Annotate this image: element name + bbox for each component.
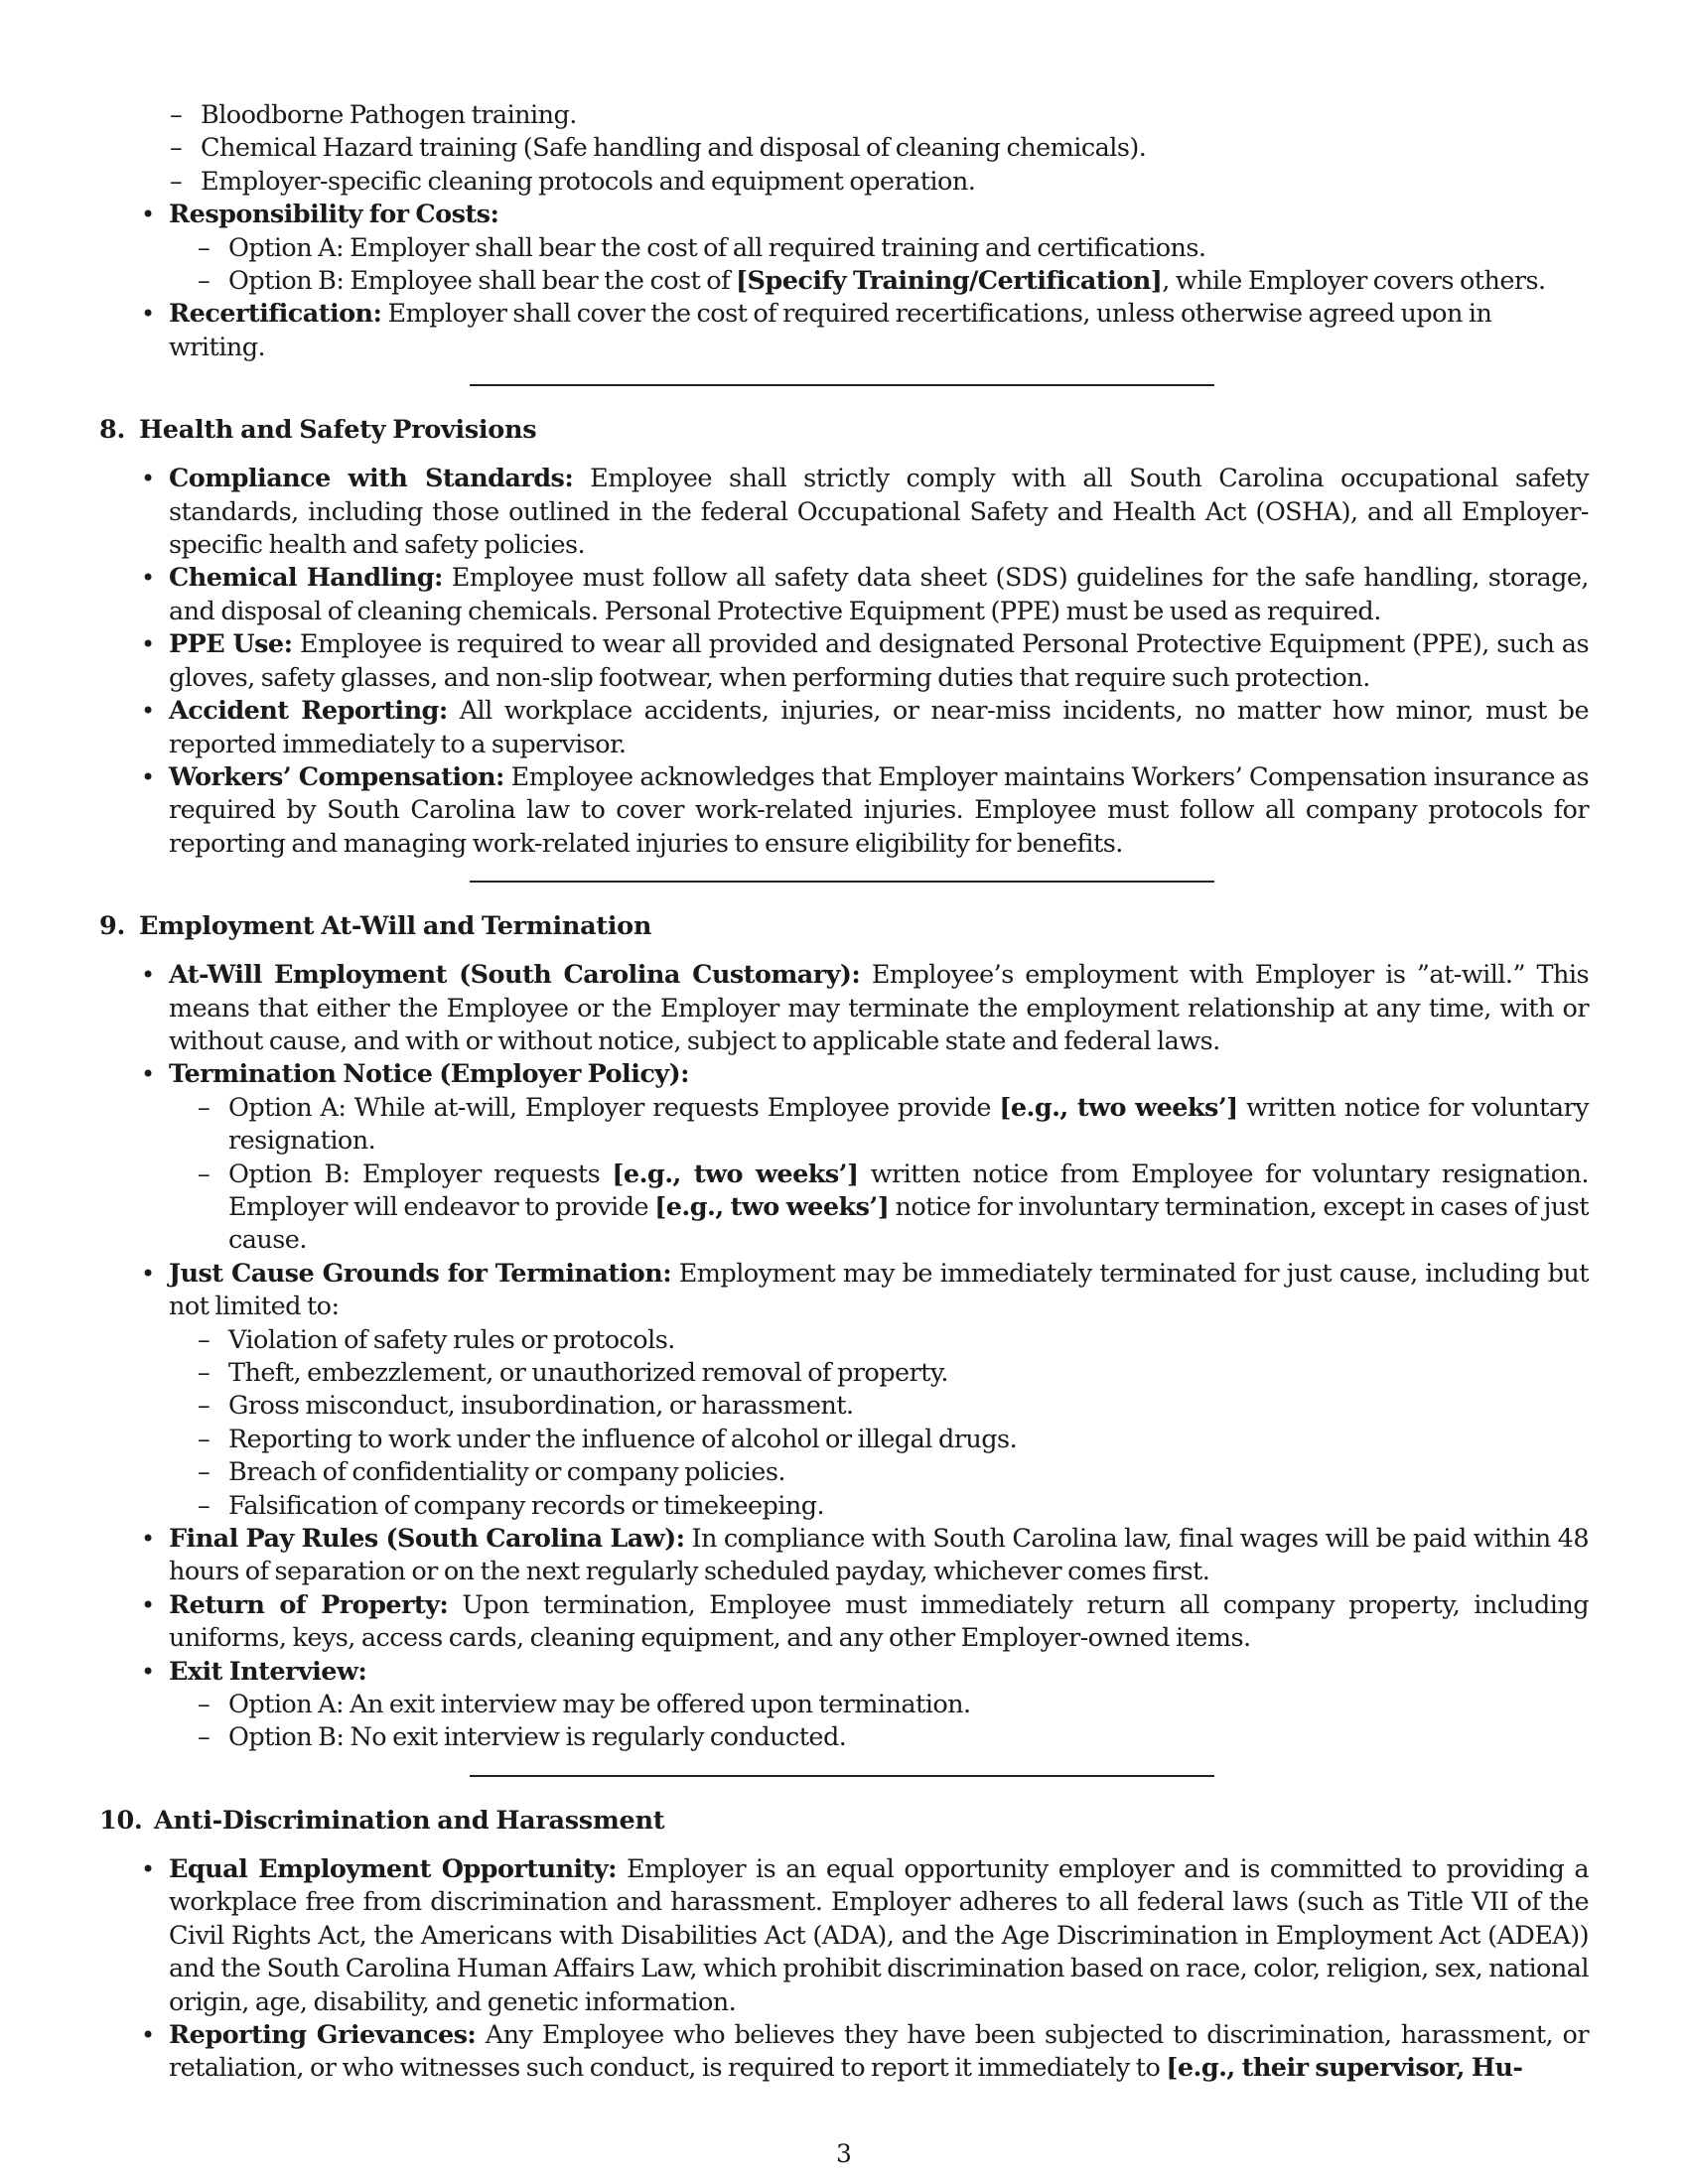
list-item-costs: • Responsibility for Costs: – Option A: Employer shall bear the cost of all required training and certifications. – Option B: Employee shall bear the cost of [Specify Training/Certification], while Employer covers others.	[169, 199, 1589, 298]
list-item: – Option B: Employer requests [e.g., two weeks’] written notice from Employee for voluntary resignation. Employer will endeavor to provide [e.g., two weeks’] notice for involuntary termination, except in cases of just cause.	[198, 1159, 1589, 1256]
dash-marker: –	[198, 1722, 211, 1753]
dash-marker: –	[198, 1324, 211, 1355]
dash-marker: –	[198, 266, 211, 297]
list-item: – Chemical Hazard training (Safe handling and disposal of cleaning chemicals).	[201, 132, 1589, 165]
dash-marker: –	[198, 1159, 211, 1189]
bullet-marker: •	[141, 564, 155, 593]
bullet-marker: •	[141, 762, 155, 791]
dash-marker: –	[198, 1092, 211, 1123]
dash-marker: –	[198, 232, 211, 263]
section-heading-8: 8. Health and Safety Provisions	[99, 415, 537, 446]
list-item: • Termination Notice (Employer Policy): – Option A: While at-will, Employer requests Employee provide [e.g., two weeks’] written notice for voluntary resignation. – Option B: Employer requests [e.g., two weeks’] written notice from Employee for voluntary resignation. Employer will endeavor to provide [e.g., two weeks’] notice for involuntary termination, except in cases of just cause.	[169, 1058, 1589, 1257]
dash-marker: –	[198, 1358, 211, 1388]
bullet-marker: •	[141, 1060, 155, 1089]
dash-marker: –	[170, 100, 183, 130]
training-list	[99, 99, 1589, 364]
document-page	[99, 99, 1589, 2086]
list-item: • PPE Use: Employee is required to wear all provided and designated Personal Protective Equipment (PPE), such as gloves, safety glasses, and non-slip footwear, when performing duties that require such protection.	[141, 629, 1589, 693]
bullet-marker: •	[141, 2020, 155, 2049]
training-subitems	[141, 99, 1589, 199]
bullet-marker: •	[141, 1657, 155, 1686]
costs-sub-list	[169, 232, 1589, 299]
list-item: – Employer-specific cleaning protocols and equipment operation.	[201, 166, 1589, 199]
bullet-marker: •	[141, 1590, 155, 1619]
dash-marker: –	[198, 1391, 211, 1422]
list-item: • Chemical Handling: Employee must follow all safety data sheet (SDS) guidelines for the safe handling, storage, and disposal of cleaning chemicals. Personal Protective Equipment (PPE) must be used as required.	[141, 563, 1589, 626]
list-item: • Just Cause Grounds for Termination: Employment may be immediately terminated for just cause, including but not limited to: – Violation of safety rules or protocols. – Theft, embezzlement, or unauthorized removal of property. – Gross misconduct, insubordination, or harassment. – Reporting to work under the influence of alcohol or illegal drugs. – Breach of confidentiality or company policies. – Falsification of company records or timekeeping.	[169, 1258, 1589, 1523]
exit-sub-list	[169, 1689, 1589, 1755]
bullet-marker: •	[141, 961, 155, 990]
section-heading-9: 9. Employment At-Will and Termination	[99, 911, 652, 942]
bullet-marker: •	[141, 630, 155, 659]
section-9-list	[99, 959, 1589, 1755]
list-item: – Option B: No exit interview is regularly conducted.	[228, 1721, 1589, 1754]
list-item: – Theft, embezzlement, or unauthorized removal of property.	[228, 1357, 1589, 1390]
list-item: • Return of Property: Upon termination, Employee must immediately return all company property, including uniforms, keys, access cards, cleaning equipment, and any other Employer-owned items.	[141, 1589, 1589, 1654]
bullet-marker: •	[141, 300, 155, 329]
bullet-marker: •	[141, 1854, 155, 1883]
list-item: • Exit Interview: – Option A: An exit interview may be offered upon termination. – Option B: No exit interview is regularly conducted.	[169, 1656, 1589, 1755]
list-item: • Final Pay Rules (South Carolina Law): In compliance with South Carolina law, final wages will be paid within 48 hours of separation or on the next regularly scheduled payday, whichever comes first.	[141, 1524, 1589, 1587]
list-item: – Option A: Employer shall bear the cost of all required training and certifications.	[228, 232, 1589, 265]
dash-marker: –	[198, 1490, 211, 1521]
cause-sub-list	[169, 1324, 1589, 1523]
list-item: • Compliance with Standards: Employee shall strictly comply with all South Carolina occupational safety standards, including those outlined in the federal Occupational Safety and Health Act (OSHA), and all Employer-specific health and safety policies.	[141, 464, 1589, 561]
list-item: – Breach of confidentiality or company policies.	[228, 1456, 1589, 1489]
list-item: • Reporting Grievances: Any Employee who believes they have been subjected to discrimination, harassment, or retaliation, or who witnesses such conduct, is required to report it immediately to [e.g., their supervisor, Hu-	[141, 2019, 1590, 2084]
bullet-marker: •	[141, 1525, 155, 1554]
list-item: – Gross misconduct, insubordination, or harassment.	[228, 1390, 1589, 1423]
list-item-recertification: • Recertification: Employer shall cover the cost of required recertifications, unless otherwise agreed upon in writing.	[141, 299, 1492, 362]
list-item: – Option A: An exit interview may be offered upon termination.	[228, 1689, 1589, 1721]
list-item: – Falsification of company records or timekeeping.	[228, 1490, 1589, 1523]
section-divider	[470, 1775, 1214, 1777]
section-8-list	[99, 463, 1589, 861]
list-item: – Reporting to work under the influence of alcohol or illegal drugs.	[228, 1424, 1589, 1456]
list-item: – Option A: While at-will, Employer requests Employee provide [e.g., two weeks’] written notice for voluntary resignation.	[198, 1092, 1589, 1157]
section-divider	[470, 881, 1214, 883]
list-item: • Equal Employment Opportunity: Employer is an equal opportunity employer and is committed to providing a workplace free from discrimination and harassment. Employer adheres to all federal laws (such as Title VII of the Civil Rights Act, the Americans with Disabilities Act (ADA), and the Age Discrimination in Employment Act (ADEA)) and the South Carolina Human Affairs Law, which prohibit discrimination based on race, color, religion, sex, national origin, age, disability, and genetic information.	[141, 1853, 1589, 2017]
list-item: – Bloodborne Pathogen training.	[201, 99, 1589, 132]
list-item: • At-Will Employment (South Carolina Customary): Employee’s employment with Employer is ”at-will.” This means that either the Employee or the Employer may terminate the employment relationship at any time, with or without cause, and with or without notice, subject to applicable state and federal laws.	[141, 960, 1589, 1056]
bullet-marker: •	[141, 201, 155, 229]
dash-marker: –	[198, 1424, 211, 1454]
dash-marker: –	[170, 133, 183, 164]
list-item: – Violation of safety rules or protocols.	[228, 1324, 1589, 1357]
section-divider	[470, 384, 1214, 386]
section-heading-10: 10. Anti-Discrimination and Harassment	[99, 1805, 665, 1836]
training-sub-list	[141, 99, 1589, 199]
list-item: • Workers’ Compensation: Employee acknowledges that Employer maintains Workers’ Compensation insurance as required by South Carolina law to cover work-related injuries. Employee must follow all company protocols for reporting and managing work-related injuries to ensure eligibility for benefits.	[141, 761, 1590, 859]
notice-sub-list	[169, 1092, 1589, 1258]
section-10-list	[99, 1853, 1589, 2086]
dash-marker: –	[198, 1690, 211, 1720]
bullet-marker: •	[141, 465, 155, 493]
bullet-marker: •	[141, 697, 155, 726]
list-item: • Accident Reporting: All workplace accidents, injuries, or near-miss incidents, no matter how minor, must be reported immediately to a supervisor.	[141, 696, 1590, 759]
dash-marker: –	[198, 1457, 211, 1488]
dash-marker: –	[170, 166, 183, 197]
page-number: 3	[836, 2139, 852, 2168]
list-item: – Option B: Employee shall bear the cost of [Specify Training/Certification], while Employer covers others.	[228, 265, 1589, 298]
bullet-marker: •	[141, 1259, 155, 1288]
